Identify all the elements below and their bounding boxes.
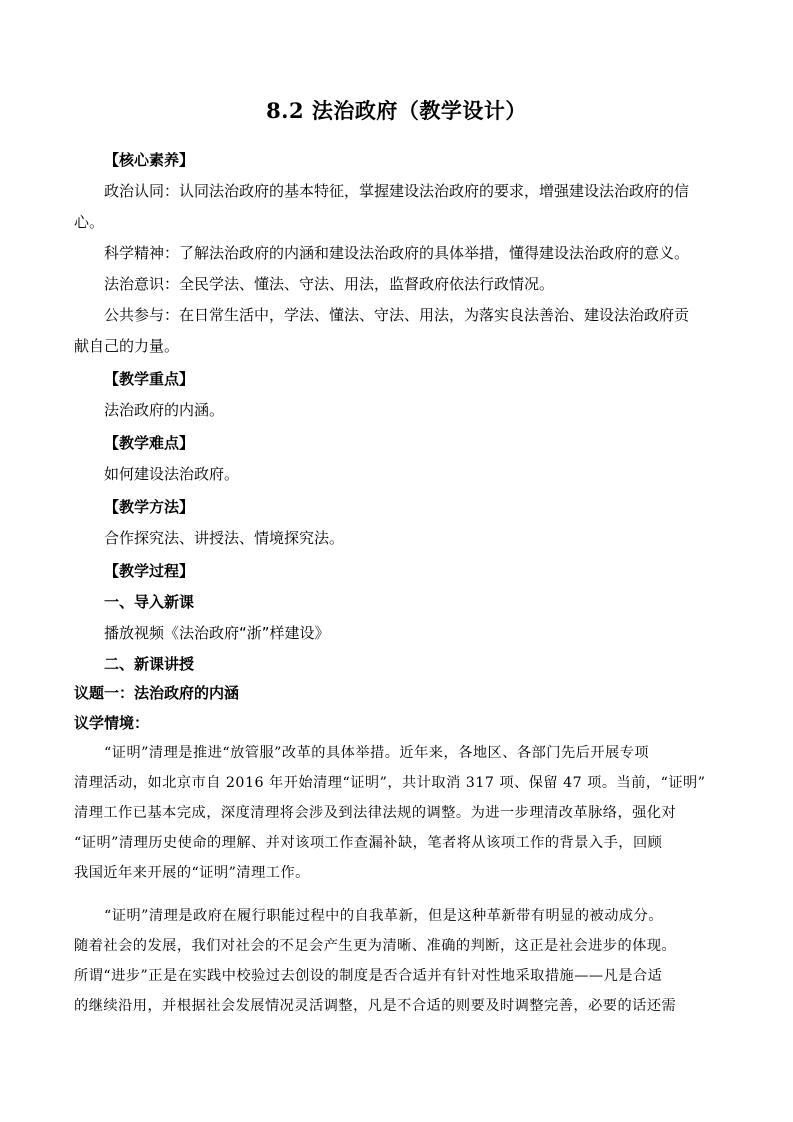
part2-title: 二、新课讲授 (104, 655, 195, 673)
science-spirit-line: 科学精神：了解法治政府的内涵和建设法治政府的具体举措，懂得建设法治政府的意义。 (104, 244, 690, 262)
public-participation-line-2: 献自己的力量。 (74, 337, 180, 355)
para1-line: “证明”清理是推进“放管服”改革的具体举措。近年来，各地区、各部门先后开展专项 (104, 745, 650, 761)
para1-line: 我国近年来开展的“证明”清理工作。 (74, 865, 310, 881)
para2-line: 随着社会的发展，我们对社会的不足会产生更为清晰、准确的判断，这正是社会进步的体现。 (74, 938, 677, 954)
public-participation-line-1: 公共参与：在日常生活中，学法、懂法、守法、用法，为落实良法善治、建设法治政府贡 (104, 306, 690, 324)
part1-title: 一、导入新课 (104, 593, 195, 611)
core-literacy-heading: 【核心素养】 (104, 151, 195, 169)
key-point-heading: 【教学重点】 (104, 370, 195, 388)
para1-line: 清理活动，如北京市自 2016 年开始清理“证明”，共计取消 317 项、保留 47 项。当前，“证明” (74, 775, 706, 791)
para2-line: 所谓“进步”正是在实践中校验过去创设的制度是否合适并有针对性地采取措施——凡是合适 (74, 968, 663, 984)
para2-line: 的继续沿用，并根据社会发展情况灵活调整，凡是不合适的则要及时调整完善，必要的话还需 (74, 998, 677, 1014)
political-identity-line-1: 政治认同：认同法治政府的基本特征，掌握建设法治政府的要求，增强建设法治政府的信 (104, 182, 690, 200)
difficult-point-text: 如何建设法治政府。 (104, 465, 240, 483)
process-heading: 【教学过程】 (104, 562, 195, 580)
para1-line: 清理工作已基本完成，深度清理将会涉及到法律法规的调整。为进一步理清改革脉络，强化对 (74, 805, 677, 821)
difficult-point-heading: 【教学难点】 (104, 434, 195, 452)
part1-text: 播放视频《法治政府“浙”样建设》 (104, 624, 330, 642)
law-awareness-line: 法治意识：全民学法、懂法、守法、用法，监督政府依法行政情况。 (104, 275, 555, 293)
topic1-title: 议题一：法治政府的内涵 (74, 684, 240, 702)
para1-line: “证明”清理历史使命的理解、并对该项工作查漏补缺，笔者将从该项工作的背景入手，回顾 (74, 835, 663, 851)
method-heading: 【教学方法】 (104, 498, 195, 516)
situation-label: 议学情境： (74, 714, 150, 732)
page-title: 8.2 法治政府（教学设计） (266, 98, 527, 123)
political-identity-line-2: 心。 (74, 213, 105, 231)
method-text: 合作探究法、讲授法、情境探究法。 (104, 529, 345, 547)
para2-line: “证明”清理是政府在履行职能过程中的自我革新，但是这种革新带有明显的被动成分。 (104, 908, 663, 924)
key-point-text: 法治政府的内涵。 (104, 401, 225, 419)
